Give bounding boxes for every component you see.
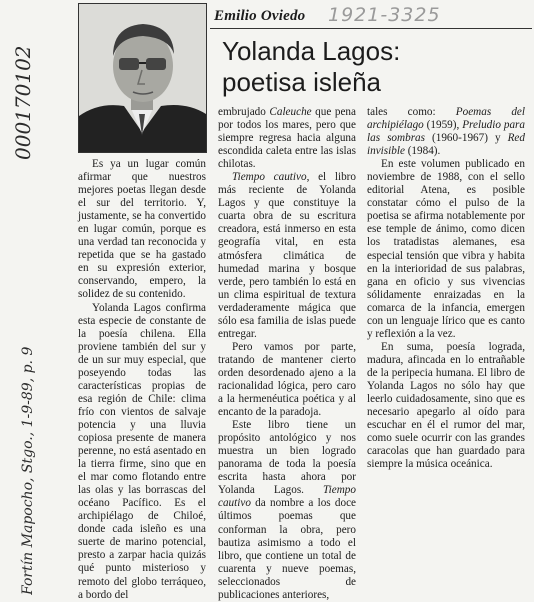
paragraph: embrujado Caleuche que pena por todos los mares, pero que siempre regresa hacia alguna escondida caleta entre las islas chilotas. (218, 106, 356, 171)
article-title (222, 36, 522, 98)
source-note: Fortín Mapocho, Stgo., 1-9-89, p. 9 (20, 346, 36, 595)
author-photo (78, 3, 207, 153)
header-divider (210, 28, 532, 29)
article-column-1 (78, 158, 206, 602)
title-line-2: poetisa isleña (222, 67, 381, 97)
paragraph: Pero vamos por parte, tratando de mantener cierto orden desordenado ajeno a la racionalidad lógica, pero caro a la hermenéutica poética y al encanto de la paradoja. (218, 340, 356, 419)
margin-handwriting (2, 10, 42, 595)
pencil-annotation: 1921-3325 (328, 4, 441, 26)
article-column-3 (367, 106, 525, 471)
paragraph: Yolanda Lagos confirma esta especie de constante de la poesía chilena. Ella proviene también del sur y de un sur muy especial, que poseyendo todas las características propias de esa región de Chile: clima frío con vientos de salvaje potencia y una lluvia copiosa presente de manera perenne, no está asentado en la tierra firme, sino que en el mar como flotando entre las olas y las borrascas del océano Pacífico. Es el archipiélago de Chiloé, donde cada isleño es una suerte de marino potencial, presto a zarpar hacia quizás qué punto misterioso y remoto del globo terráqueo, a bordo del (78, 301, 206, 601)
book-title-italic: Caleuche (269, 106, 312, 118)
article-column-2 (218, 106, 356, 602)
book-title-italic: Red invisible (367, 132, 525, 158)
catalog-number: 000170102 (11, 45, 35, 160)
paragraph: Este libro tiene un propósito antológico y nos muestra un bien logrado panorama de toda la poesía escrita hasta ahora por Yolanda Lagos. Tiempo cautivo da nombre a los doce últimos poemas que conforman la obra, pero bautiza asimismo a todo el libro, que contiene un total de cuarenta y nueve poemas, seleccionados de publicaciones anteriores, (218, 419, 356, 601)
paragraph: tales como: Poemas del archipiélago (1959), Preludio para las sombras (1960-1967) y Red invisible (1984). (367, 106, 526, 158)
title-line-1: Yolanda Lagos: (222, 36, 401, 66)
paragraph: En este volumen publicado en noviembre de 1988, con el sello editorial Atena, es posible constatar cómo el pulso de la poetisa se afirma notablemente por ese temple de ánimo, como dicen los tratadistas alemanes, esa especial tensión que vibra y habita en la interioridad de sus palabras, gana en oficio y sus vivencias sólidamente enraizadas en la comarca de la infancia, emergen con un lenguaje lírico que es canto y reflexión a la vez. (367, 158, 525, 340)
book-title-italic: Tiempo cautivo (218, 484, 356, 510)
paragraph: Tiempo cautivo, el libro más reciente de Yolanda Lagos y que constituye la cuarta obra de su escritura creadora, está inmerso en esta geografía vital, en esta atmósfera climática de humedad marina y bosque verde, pero también lo está en un clima espiritual de textura verdaderamente mágica que sólo esa familia de islas puede entregar. (218, 171, 356, 340)
book-title-italic: Poemas del archipiélago (367, 106, 525, 132)
author-byline: Emilio Oviedo (214, 8, 306, 24)
book-title-italic: Tiempo cautivo (232, 171, 307, 184)
paragraph: Es ya un lugar común afirmar que nuestros mejores poetas llegan desde el sur del territorio. Y, justamente, se ha convertido en lugar común, porque es una verdad tan reconocida y repetida que se ha gastado en su expresión exterior, conservando, empero, la solidez de su contenido. (78, 158, 206, 301)
margin-handwriting-svg (2, 10, 42, 595)
author-portrait-image (79, 4, 206, 152)
book-title-italic: Preludio para las sombras (367, 119, 526, 145)
paragraph: En suma, poesía lograda, madura, afincada en lo entrañable de la peripecia humana. El libro de Yolanda Lagos no sólo hay que leerlo cuidadosamente, sino que es necesario apegarlo al oído para escuchar en él el rumor del mar, como suele ocurrir con las grandes caracolas que han guardado para siempre la música oceánica. (367, 340, 525, 471)
